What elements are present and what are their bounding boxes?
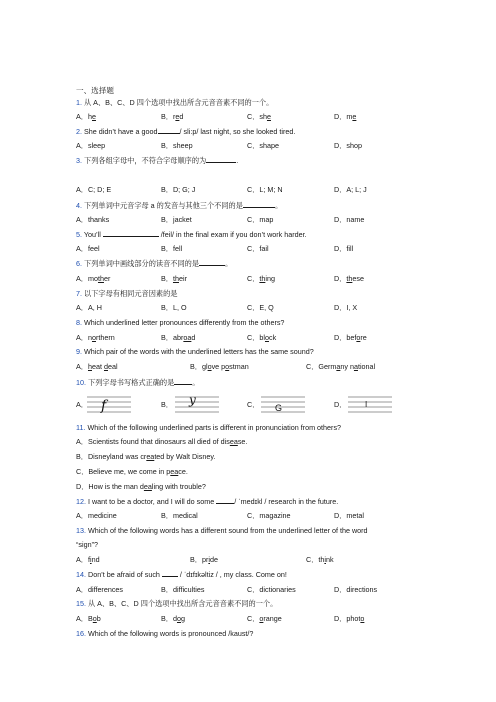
option-d[interactable]: D．A; L; J: [334, 185, 367, 194]
option-d[interactable]: D．How is the man dealing with trouble?: [76, 482, 206, 491]
option-d[interactable]: D．these: [334, 274, 364, 283]
question-number: 7.: [76, 289, 82, 298]
option-b[interactable]: B．their: [161, 274, 187, 283]
option-a[interactable]: A．Bob: [76, 614, 101, 623]
question-number: 16.: [76, 629, 86, 638]
question-number: 14.: [76, 570, 86, 579]
option-a[interactable]: A．he: [76, 112, 96, 121]
question-text: She didn’t have a good: [84, 127, 158, 136]
question-16: 16. Which of the following words is pronounced /kaust/?: [76, 629, 254, 638]
option-b[interactable]: B．: [161, 400, 173, 409]
option-b[interactable]: B．Disneyland was created by Walt Disney.: [76, 452, 216, 461]
question-number: 3.: [76, 156, 82, 165]
question-13-continued: “sign”?: [76, 540, 98, 549]
option-a[interactable]: A．thanks: [76, 215, 110, 224]
option-c[interactable]: C．fail: [247, 244, 269, 253]
question-number: 6.: [76, 259, 82, 268]
question-number: 15.: [76, 599, 86, 608]
option-c[interactable]: C．map: [247, 215, 274, 224]
option-b[interactable]: B．pride: [190, 555, 218, 564]
letter-glyph: I: [365, 400, 368, 409]
option-c[interactable]: C．she: [247, 112, 271, 121]
question-number: 13.: [76, 526, 86, 535]
question-11: 11. Which of the following underlined parts is different in pronunciation from others?: [76, 423, 342, 432]
option-a[interactable]: A．C; D; E: [76, 185, 112, 194]
question-5: 5. You’ll /feil/ in the final exam if you don’t work harder.: [76, 230, 307, 239]
option-a[interactable]: A．northern: [76, 333, 115, 342]
option-c[interactable]: C．: [247, 400, 260, 409]
question-12: 12. I want to be a doctor, and I will do some / ˈmedɪkl / research in the future.: [76, 497, 339, 506]
question-7: 7. 以下字母有相同元音因素的是: [76, 289, 178, 298]
letter-glyph: f: [101, 398, 107, 414]
answer-blank[interactable]: [103, 229, 159, 237]
letter-staff-c: [261, 394, 305, 413]
answer-blank[interactable]: [206, 155, 236, 163]
answer-blank[interactable]: [162, 569, 178, 577]
answer-blank[interactable]: [199, 258, 225, 266]
letter-staff-d: [348, 394, 392, 408]
question-number: 4.: [76, 201, 82, 210]
option-c[interactable]: C．Believe me, we come in peace.: [76, 467, 188, 476]
question-number: 10.: [76, 378, 86, 387]
option-a[interactable]: A．differences: [76, 585, 124, 594]
question-number: 12.: [76, 497, 86, 506]
letter-glyph: G: [275, 403, 283, 413]
question-number: 2.: [76, 127, 82, 136]
option-d[interactable]: D．shop: [334, 141, 362, 150]
option-a[interactable]: A．sleep: [76, 141, 106, 150]
question-15: 15. 从 A、B、C、D 四个选项中找出所含元音音素不同的一个。: [76, 599, 278, 608]
option-c[interactable]: C．block: [247, 333, 277, 342]
answer-blank[interactable]: [158, 126, 180, 134]
option-b[interactable]: B．red: [161, 112, 184, 121]
option-b[interactable]: B．sheep: [161, 141, 193, 150]
option-a[interactable]: A．find: [76, 555, 100, 564]
letter-staff-b: [175, 394, 219, 408]
question-3: 3. 下列各组字母中，不符合字母顺序的为 .: [76, 156, 239, 165]
question-2: 2. She didn’t have a good / sli:p/ last night, so she looked tired.: [76, 127, 296, 136]
option-b[interactable]: B．dog: [161, 614, 185, 623]
option-b[interactable]: B．L, O: [161, 303, 187, 312]
question-10: 10. 下列字母书写格式正确的是 。: [76, 378, 200, 387]
question-9: 9. Which pair of the words with the underlined letters has the same sound?: [76, 347, 314, 356]
option-c[interactable]: C．magazine: [247, 511, 291, 520]
option-d[interactable]: D．directions: [334, 585, 378, 594]
question-number: 11.: [76, 423, 86, 432]
answer-blank[interactable]: [216, 496, 234, 504]
option-a[interactable]: A．A, H: [76, 303, 102, 312]
question-1: [76, 98, 273, 108]
option-d[interactable]: D．I, X: [334, 303, 358, 312]
question-6: 6. 下列单词中画线部分的读音不同的是 。: [76, 259, 233, 268]
answer-blank[interactable]: [243, 200, 275, 208]
answer-blank[interactable]: [174, 377, 192, 385]
option-d[interactable]: D．photo: [334, 614, 365, 623]
option-a[interactable]: A．heat deal: [76, 362, 118, 371]
option-d[interactable]: D．name: [334, 215, 365, 224]
question-number: 8.: [76, 318, 82, 327]
option-d[interactable]: D．before: [334, 333, 367, 342]
option-c[interactable]: C．shape: [247, 141, 279, 150]
option-a[interactable]: A．Scientists found that dinosaurs all died of disease.: [76, 437, 248, 446]
question-number: 1.: [76, 98, 82, 107]
option-a[interactable]: A．mother: [76, 274, 111, 283]
option-a[interactable]: A．feel: [76, 244, 100, 253]
question-text: 从 A、B、C、D 四个选项中找出所含元音音素不同的一个。: [84, 98, 274, 107]
option-b[interactable]: B．difficulties: [161, 585, 205, 594]
question-number: 9.: [76, 347, 82, 356]
option-c[interactable]: C．think: [306, 555, 334, 564]
question-13: 13. Which of the following words has a different sound from the underlined letter of the word: [76, 526, 368, 535]
option-c[interactable]: C．dictionaries: [247, 585, 296, 594]
option-c[interactable]: C．Germany national: [306, 362, 376, 371]
question-4: 4. 下列单词中元音字母 a 的发音与其他三个不同的是 。: [76, 201, 283, 210]
option-b[interactable]: B．D; G; J: [161, 185, 196, 194]
letter-staff-a: [87, 394, 131, 414]
question-number: 5.: [76, 230, 82, 239]
option-d[interactable]: D．me: [334, 112, 357, 121]
question-8: 8. Which underlined letter pronounces differently from the others?: [76, 318, 285, 327]
letter-glyph: y: [189, 394, 196, 407]
option-c[interactable]: C．orange: [247, 614, 282, 623]
option-d[interactable]: D．: [334, 400, 347, 409]
option-b[interactable]: B．jacket: [161, 215, 192, 224]
option-b[interactable]: B．medical: [161, 511, 198, 520]
option-b[interactable]: B．abroad: [161, 333, 196, 342]
option-b[interactable]: B．glove postman: [190, 362, 249, 371]
option-a[interactable]: A．: [76, 400, 88, 409]
option-c[interactable]: C．E, Q: [247, 303, 274, 312]
option-b[interactable]: B．fell: [161, 244, 183, 253]
option-a[interactable]: A．medicine: [76, 511, 117, 520]
option-d[interactable]: D．metal: [334, 511, 364, 520]
section-title: 一、选择题: [76, 86, 114, 95]
option-c[interactable]: C．L; M; N: [247, 185, 283, 194]
option-c[interactable]: C．thing: [247, 274, 275, 283]
option-d[interactable]: D．fill: [334, 244, 354, 253]
question-14: 14. Don’t be afraid of such / ˈdɪfɪkəltiz / , my class. Come on!: [76, 570, 287, 579]
